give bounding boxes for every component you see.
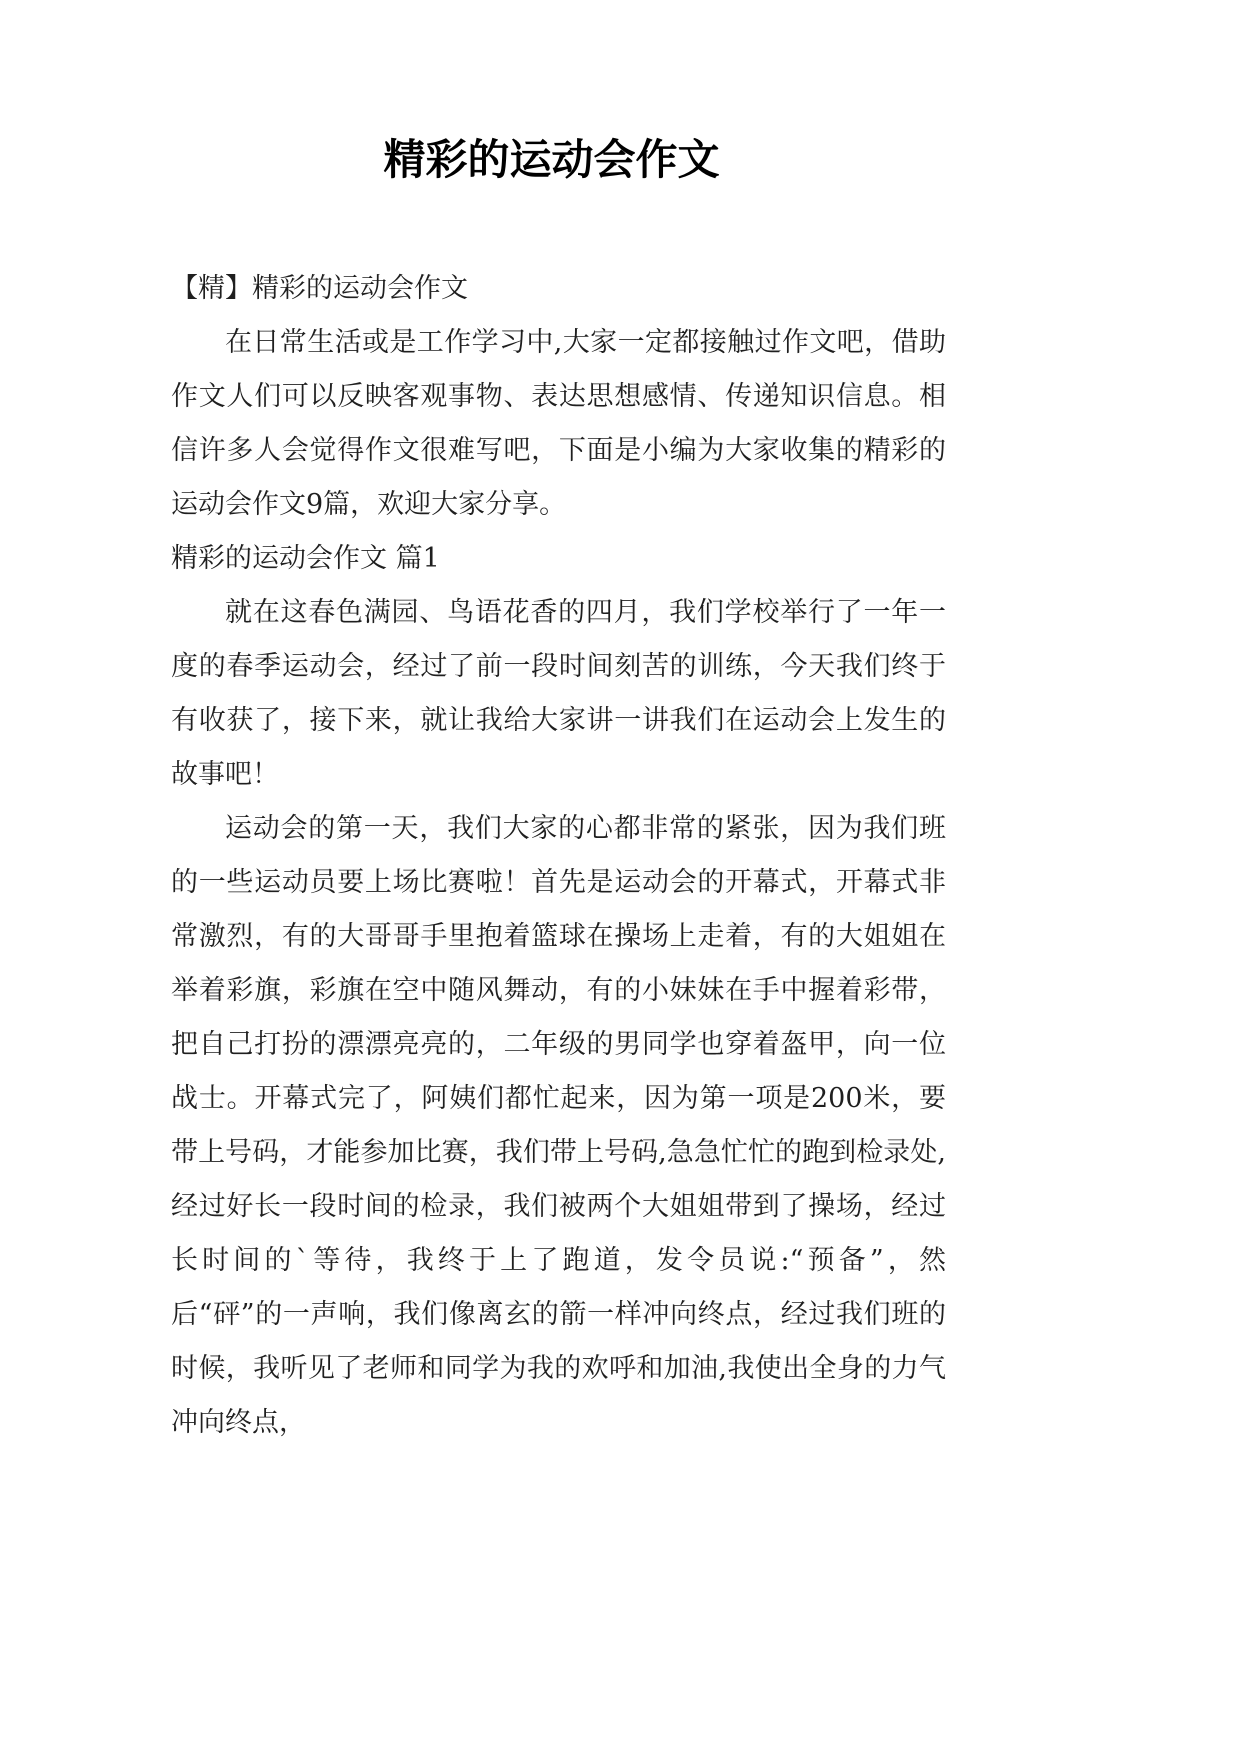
- section-heading: 精彩的运动会作文 篇1: [171, 543, 440, 574]
- document-title: 精彩的运动会作文: [383, 135, 720, 184]
- body-paragraph-2: 运动会的第一天，我们大家的心都非常的紧张，因为我们班的一些运动员要上场比赛啦！首先是运动会的开幕式，开幕式非常激烈，有的大哥哥手里抱着篮球在操场上走着，有的大姐姐在举着彩旗，彩旗在空中随风舞动，有的小妹妹在手中握着彩带，把自己打扮的漂漂亮亮的，二年级的男同学也穿着盔甲，向一位战士。开幕式完了，阿姨们都忙起来，因为第一项是200米，要带上号码，才能参加比赛，我们带上号码,急急忙忙的跑到检录处,经过好长一段时间的检录，我们被两个大姐姐带到了操场，经过长时间的`等待，我终于上了跑道，发令员说:“预备”，然后“砰”的一声响，我们像离玄的箭一样冲向终点，经过我们班的时候，我听见了老师和同学为我的欢呼和加油,我使出全身的力气冲向终点，: [171, 813, 946, 1438]
- document-body: [171, 262, 946, 1450]
- tagged-heading: 【精】精彩的运动会作文: [171, 273, 468, 304]
- body-paragraph-1: 就在这春色满园、鸟语花香的四月，我们学校举行了一年一度的春季运动会，经过了前一段时间刻苦的训练，今天我们终于有收获了，接下来，就让我给大家讲一讲我们在运动会上发生的故事吧！: [171, 597, 946, 790]
- intro-paragraph: 在日常生活或是工作学习中,大家一定都接触过作文吧，借助作文人们可以反映客观事物、表达思想感情、传递知识信息。相信许多人会觉得作文很难写吧，下面是小编为大家收集的精彩的运动会作文9篇，欢迎大家分享。: [171, 327, 946, 520]
